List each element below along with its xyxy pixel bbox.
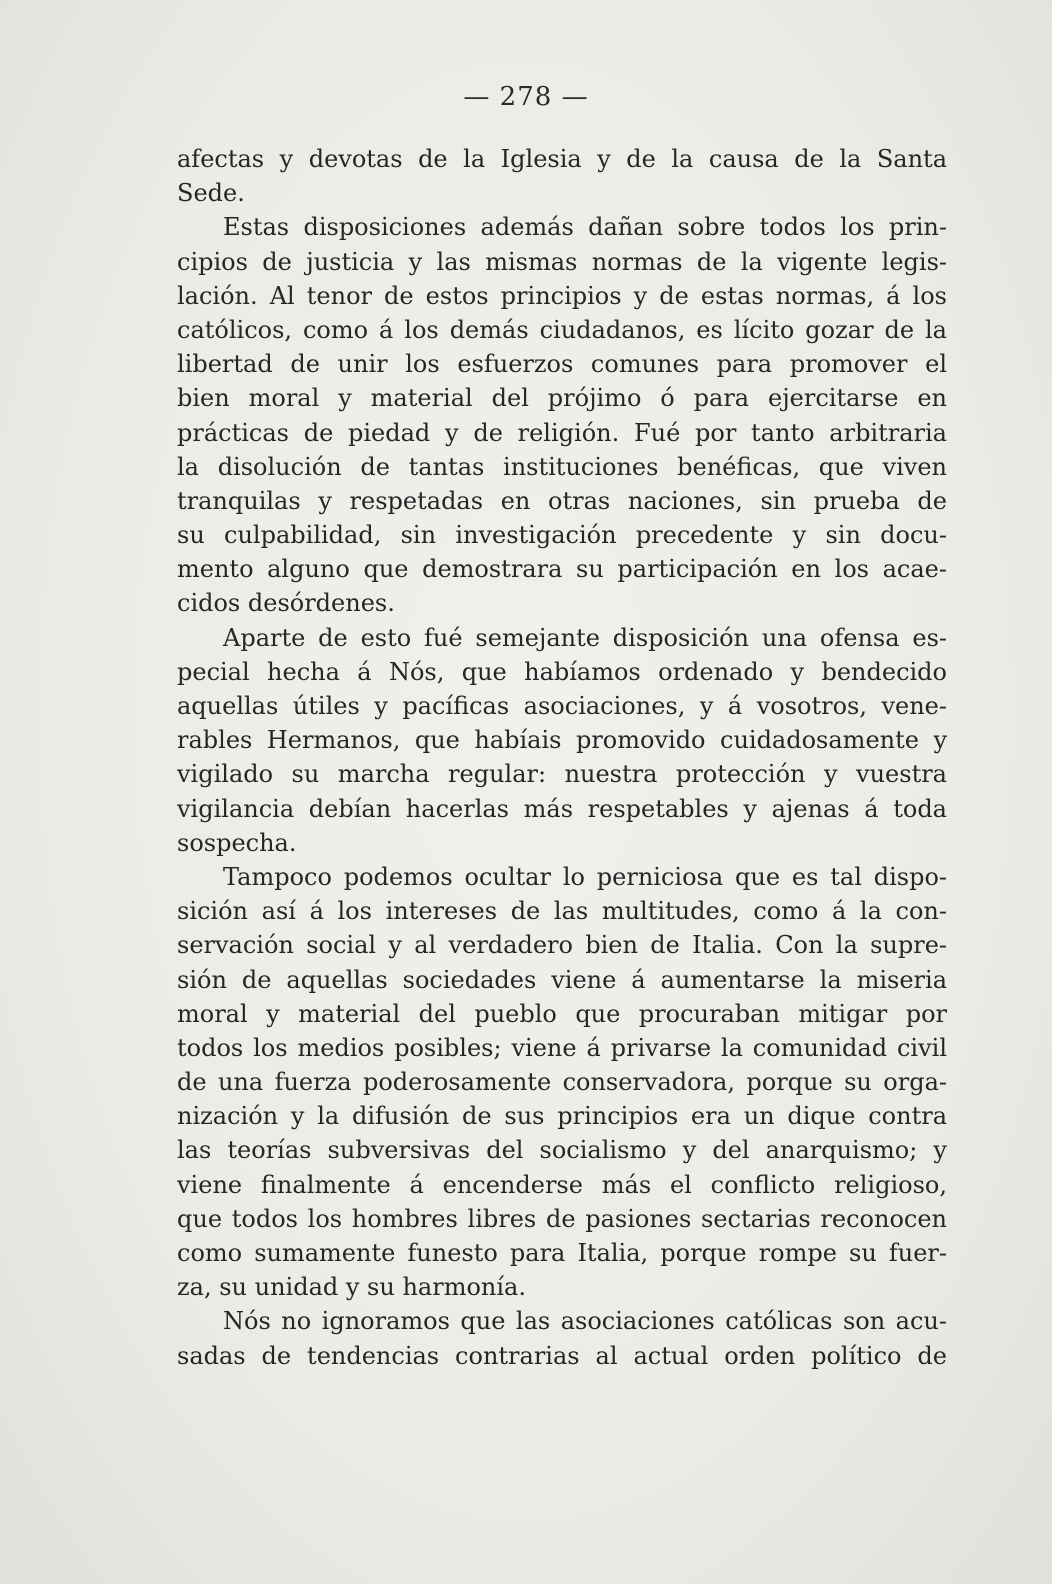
text-line: za, su unidad y su harmonía. bbox=[177, 1273, 526, 1302]
text-line: Tampoco podemos ocultar lo perniciosa que es tal dispo- bbox=[223, 862, 947, 891]
text-line: vigilancia debían hacerlas más respetables y ajenas á toda bbox=[177, 794, 947, 823]
text-line: lación. Al tenor de estos principios y de estas normas, á los bbox=[177, 281, 947, 310]
text-line: afectas y devotas de la Iglesia y de la causa de la Santa bbox=[177, 145, 947, 173]
text-line: Nós no ignoramos que las asociaciones católicas son acu- bbox=[223, 1307, 947, 1336]
text-line: prácticas de piedad y de religión. Fué por tanto arbitraria bbox=[177, 418, 947, 447]
text-line: su culpabilidad, sin investigación precedente y sin docu- bbox=[177, 521, 947, 550]
text-line: viene finalmente á encenderse más el conflicto religioso, bbox=[177, 1170, 947, 1199]
text-line: aquellas útiles y pacíficas asociaciones, y á vosotros, vene- bbox=[177, 692, 947, 720]
text-line: sospecha. bbox=[177, 828, 297, 857]
text-line: pecial hecha á Nós, que habíamos ordenado y bendecido bbox=[177, 657, 947, 686]
text-line: las teorías subversivas del socialismo y del anarquismo; y bbox=[177, 1136, 947, 1165]
text-line: sión de aquellas sociedades viene á aumentarse la miseria bbox=[177, 965, 947, 994]
text-line: moral y material del pueblo que procuraban mitigar por bbox=[177, 999, 947, 1028]
text-line: rables Hermanos, que habíais promovido cuidadosamente y bbox=[177, 726, 947, 755]
text-line: tranquilas y respetadas en otras naciones, sin prueba de bbox=[177, 486, 947, 515]
text-line: sición así á los intereses de las multitudes, como á la con- bbox=[177, 897, 947, 926]
text-line: vigilado su marcha regular: nuestra protección y vuestra bbox=[177, 760, 947, 789]
text-line: bien moral y material del prójimo ó para ejercitarse en bbox=[177, 384, 947, 413]
text-line: servación social y al verdadero bien de Italia. Con la supre- bbox=[177, 931, 947, 960]
text-line: todos los medios posibles; viene á privarse la comunidad civil bbox=[177, 1033, 947, 1062]
text-line: libertad de unir los esfuerzos comunes para promover el bbox=[177, 350, 947, 379]
text-line: nización y la difusión de sus principios era un dique contra bbox=[177, 1102, 947, 1131]
body-text bbox=[177, 142, 947, 1373]
text-line: Aparte de esto fué semejante disposición una ofensa es- bbox=[223, 623, 947, 652]
text-line: de una fuerza poderosamente conservadora, porque su orga- bbox=[177, 1068, 947, 1097]
text-line: la disolución de tantas instituciones benéficas, que viven bbox=[177, 452, 947, 481]
text-line: sadas de tendencias contrarias al actual orden político de bbox=[177, 1341, 947, 1370]
text-line: católicos, como á los demás ciudadanos, es lícito gozar de la bbox=[177, 315, 947, 344]
text-line: Sede. bbox=[177, 179, 245, 208]
text-line: cidos desórdenes. bbox=[177, 589, 395, 618]
page-number: — 278 — bbox=[463, 82, 589, 112]
text-line: que todos los hombres libres de pasiones sectarias reconocen bbox=[177, 1204, 947, 1233]
text-line: como sumamente funesto para Italia, porque rompe su fuer- bbox=[177, 1239, 947, 1267]
text-line: mento alguno que demostrara su participación en los acae- bbox=[177, 555, 947, 584]
text-line: cipios de justicia y las mismas normas de la vigente legis- bbox=[177, 247, 947, 276]
text-line: Estas disposiciones además dañan sobre todos los prin- bbox=[223, 213, 947, 242]
